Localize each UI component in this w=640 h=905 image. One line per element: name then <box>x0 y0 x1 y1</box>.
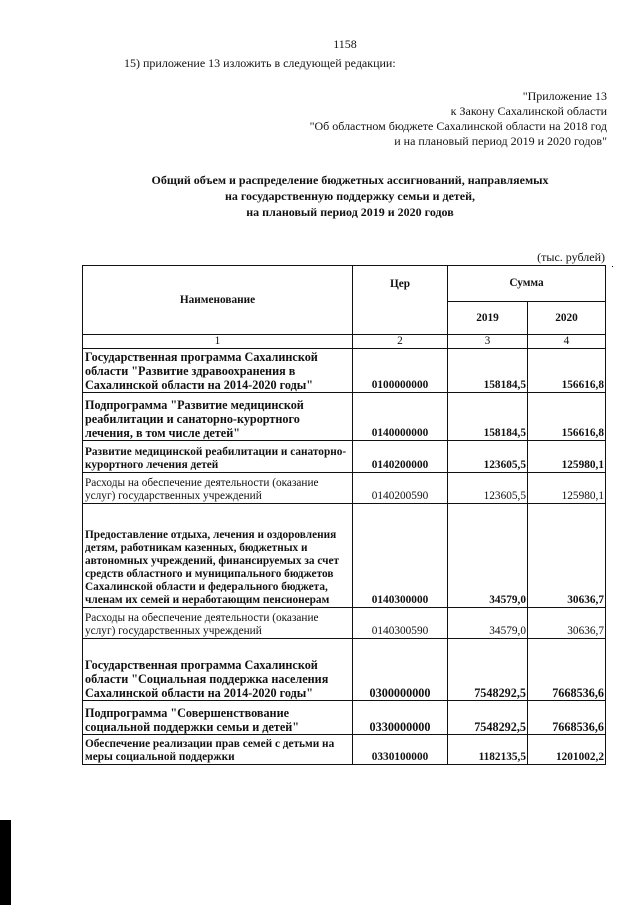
table-row <box>83 735 606 765</box>
row-code: 0300000000 <box>353 639 448 701</box>
row-2020: 30636,7 <box>528 608 606 639</box>
row-2019: 7548292,5 <box>448 701 528 735</box>
row-2019: 1182135,5 <box>448 735 528 765</box>
intro-text: 15) приложение 13 изложить в следующей редакции: <box>124 56 396 70</box>
appendix-line: "Об областном бюджете Сахалинской области на 2018 год <box>309 119 607 133</box>
scan-speck <box>612 266 613 267</box>
scan-edge-mark <box>0 820 11 905</box>
units-label: (тыс. рублей) <box>537 250 605 264</box>
row-2019: 158184,5 <box>448 349 528 393</box>
row-name: Расходы на обеспечение деятельности (оказание услуг) государственных учреждений <box>83 473 353 504</box>
header-year-2020: 2020 <box>528 302 606 335</box>
appendix-line: к Закону Сахалинской области <box>450 104 607 118</box>
row-name: Подпрограмма "Развитие медицинской реабилитации и санаторно-курортного лечения, в том числе детей" <box>83 393 353 441</box>
appendix-reference <box>247 89 607 149</box>
title-line: Общий объем и распределение бюджетных ассигнований, направляемых <box>151 173 549 187</box>
row-code: 0140200590 <box>353 473 448 504</box>
row-name: Государственная программа Сахалинской области "Развитие здравоохранения в Сахалинской области на 2014-2020 годы" <box>83 349 353 393</box>
table-row <box>83 441 606 473</box>
table-row <box>83 639 606 701</box>
row-code: 0100000000 <box>353 349 448 393</box>
row-2020: 156616,8 <box>528 349 606 393</box>
page-number: 1158 <box>333 37 357 51</box>
table-row <box>83 504 606 608</box>
row-2020: 7668536,6 <box>528 639 606 701</box>
row-2019: 158184,5 <box>448 393 528 441</box>
appendix-line: "Приложение 13 <box>522 89 607 103</box>
row-2019: 34579,0 <box>448 608 528 639</box>
column-number: 4 <box>528 335 606 349</box>
row-code: 0330100000 <box>353 735 448 765</box>
header-code: Цер <box>353 266 448 335</box>
row-2019: 34579,0 <box>448 504 528 608</box>
row-name: Предоставление отдыха, лечения и оздоровления детям, работникам казенных, бюджетных и автономных учреждений, финансируемых за счет средств областного и муниципального бюджетов Сахалинской области и федерального бюджета, членам их семей и неработающим пенсионерам <box>83 504 353 608</box>
budget-table <box>82 265 606 765</box>
table-row <box>83 701 606 735</box>
row-code: 0140200000 <box>353 441 448 473</box>
header-sum: Сумма <box>448 266 606 302</box>
row-2020: 30636,7 <box>528 504 606 608</box>
column-number: 2 <box>353 335 448 349</box>
row-code: 0140300590 <box>353 608 448 639</box>
row-name: Государственная программа Сахалинской области "Социальная поддержка населения Сахалинской области на 2014-2020 годы" <box>83 639 353 701</box>
row-2020: 125980,1 <box>528 441 606 473</box>
row-2019: 123605,5 <box>448 473 528 504</box>
row-2019: 123605,5 <box>448 441 528 473</box>
row-code: 0140000000 <box>353 393 448 441</box>
table-row <box>83 473 606 504</box>
row-code: 0140300000 <box>353 504 448 608</box>
document-title <box>80 172 620 220</box>
table-row <box>83 349 606 393</box>
title-line: на государственную поддержку семьи и детей, <box>224 189 476 203</box>
title-line: на плановый период 2019 и 2020 годов <box>246 205 454 219</box>
column-number: 1 <box>83 335 353 349</box>
row-name: Расходы на обеспечение деятельности (оказание услуг) государственных учреждений <box>83 608 353 639</box>
row-2020: 156616,8 <box>528 393 606 441</box>
row-2020: 1201002,2 <box>528 735 606 765</box>
row-name: Обеспечение реализации прав семей с детьми на меры социальной поддержки <box>83 735 353 765</box>
row-2020: 125980,1 <box>528 473 606 504</box>
row-name: Подпрограмма "Совершенствование социальной поддержки семьи и детей" <box>83 701 353 735</box>
row-code: 0330000000 <box>353 701 448 735</box>
header-name: Наименование <box>83 266 353 335</box>
appendix-line: и на плановый период 2019 и 2020 годов" <box>394 134 607 148</box>
row-name: Развитие медицинской реабилитации и санаторно-курортного лечения детей <box>83 441 353 473</box>
row-2020: 7668536,6 <box>528 701 606 735</box>
table-row <box>83 393 606 441</box>
row-2019: 7548292,5 <box>448 639 528 701</box>
column-number: 3 <box>448 335 528 349</box>
header-year-2019: 2019 <box>448 302 528 335</box>
table-row <box>83 608 606 639</box>
